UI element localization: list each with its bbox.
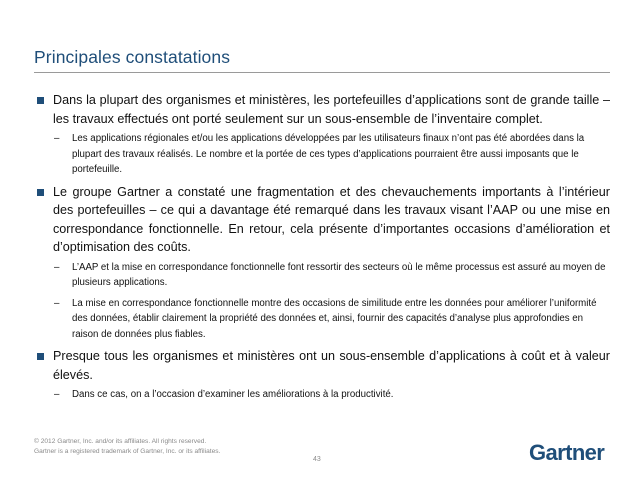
sub-bullet-text: Les applications régionales et/ou les applications développées par les utilisateurs finaux n’ont pas été abordées dans la plupart des travaux réalisés. Le nombre et la portée de ces types d’applications pourraient être aussi imposants que le portefeuille. xyxy=(72,133,585,175)
dash-icon: – xyxy=(54,133,60,144)
bullet-item xyxy=(34,347,610,384)
slide-title: Principales constatations xyxy=(34,47,231,67)
square-bullet-icon xyxy=(37,353,44,360)
bullet-text: Le groupe Gartner a constaté une fragmentation et des chevauchements importants à l’intérieur des portefeuilles – ce qui a davantage été remarqué dans les travaux visant l’AAP ou une mise en correspondance fonctionnelle. En retour, cela présente d’importantes occasions d’amélioration et d’optimisation des coûts. xyxy=(53,184,610,254)
sub-bullet-item xyxy=(34,131,610,178)
square-bullet-icon xyxy=(37,189,44,196)
sub-bullet-item xyxy=(34,296,610,343)
footer-copyright xyxy=(34,437,220,457)
dash-icon: – xyxy=(54,261,60,273)
page-number: 43 xyxy=(313,456,321,463)
sub-bullet-item xyxy=(34,387,610,403)
bullet-text: Dans la plupart des organismes et ministères, les portefeuilles d’applications sont de grande taille – les travaux effectués ont porté seulement sur un sous-ensemble de l’inventaire complet. xyxy=(53,93,610,126)
slide-content xyxy=(34,91,610,408)
sub-bullet-item xyxy=(34,260,610,291)
sub-bullet-text: L’AAP et la mise en correspondance fonctionnelle font ressortir des secteurs où le même processus est assuré au moyen de plusieurs applications. xyxy=(72,261,606,288)
dash-icon: – xyxy=(54,389,60,400)
bullet-item xyxy=(34,91,610,128)
gartner-logo: Gartner xyxy=(529,440,605,465)
bullet-item xyxy=(34,183,610,257)
trademark-line: Gartner is a registered trademark of Gartner, Inc. or its affiliates. xyxy=(34,448,221,455)
sub-bullet-text: Dans ce cas, on a l’occasion d’examiner les améliorations à la productivité. xyxy=(72,389,394,400)
bullet-text: Presque tous les organismes et ministères ont un sous-ensemble d’applications à coût et à valeur élevés. xyxy=(53,349,610,382)
square-bullet-icon xyxy=(37,97,44,104)
copyright-line: © 2012 Gartner, Inc. and/or its affiliates. All rights reserved. xyxy=(34,438,207,445)
dash-icon: – xyxy=(54,297,60,309)
sub-bullet-text: La mise en correspondance fonctionnelle montre des occasions de similitude entre les données pour améliorer l’uniformité des données, établir clairement la propriété des données et, ainsi, fournir des capacités d’analyse plus approfondies en raison de données plus fiables. xyxy=(72,297,597,340)
title-divider xyxy=(34,72,610,73)
